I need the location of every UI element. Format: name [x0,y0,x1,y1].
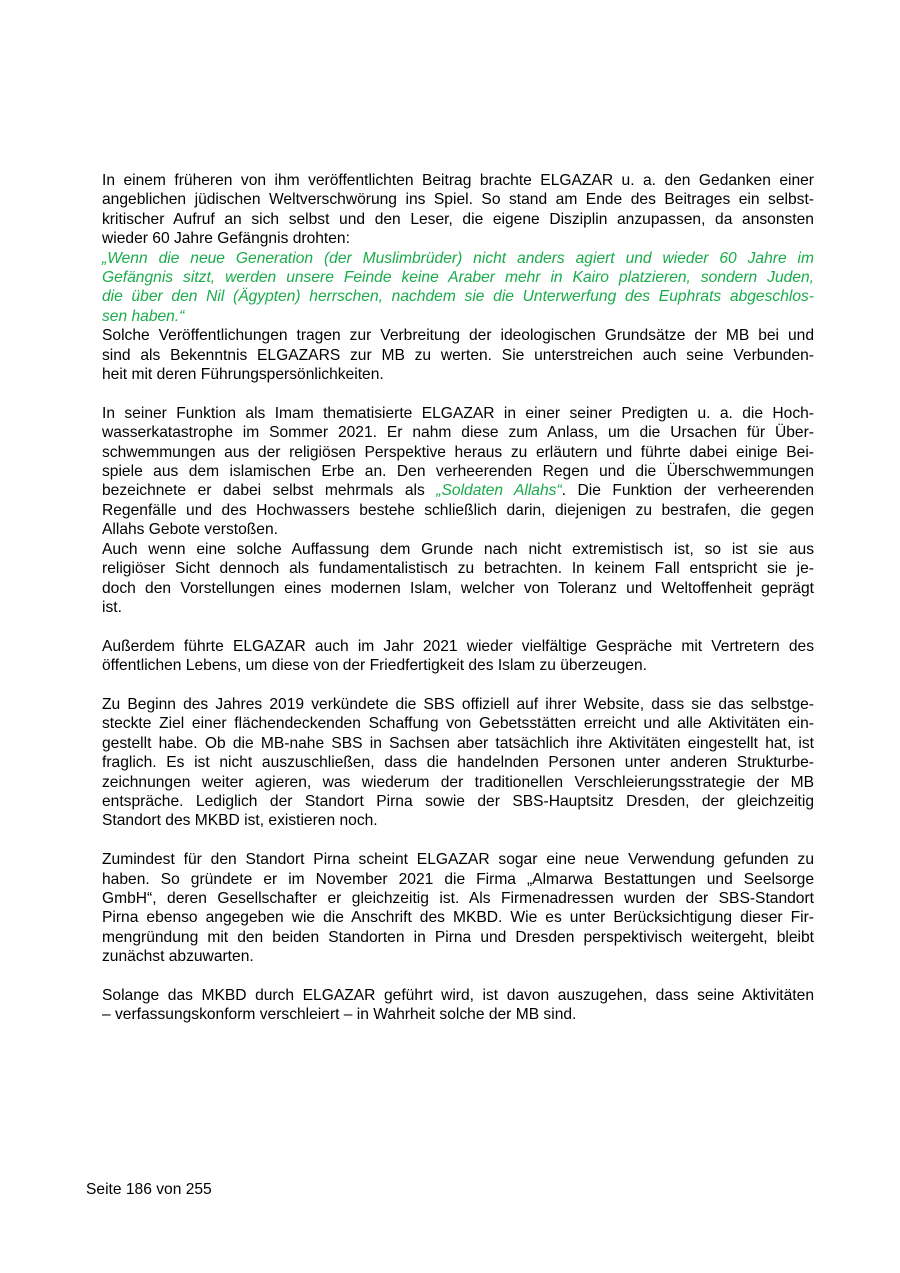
text-line: haben. So gründete er im November 2021 die Firma „Almarwa Bestattungen und Seelsorge [102,870,814,888]
document-body [102,171,814,1044]
text-line: Solange das MKBD durch ELGAZAR geführt wird, ist davon auszugehen, dass seine Aktivitäten [102,986,814,1004]
paragraph-conclusion [102,986,814,1025]
text-line: fraglich. Es ist nicht auszuschließen, dass die handelnden Personen unter anderen Strukturbe- [102,754,814,772]
text-line: öffentlichen Lebens, um diese von der Friedfertigkeit des Islam zu überzeugen. [102,657,647,675]
text-line: Solche Veröffentlichungen tragen zur Verbreitung der ideologischen Grundsätze der MB bei und [102,327,814,345]
text-line: Zu Beginn des Jahres 2019 verkündete die SBS offiziell auf ihrer Website, dass sie das selbstge- [102,695,814,713]
page-number-footer: Seite 186 von 255 [86,1181,212,1198]
text-line: wasserkatastrophe im Sommer 2021. Er nahm diese zum Anlass, um die Ursachen für Über- [102,424,814,442]
text-line: Pirna ebenso angegeben wie die Anschrift des MKBD. Wie es unter Berücksichtigung dieser Fir- [102,909,814,927]
quote-line: „Wenn die neue Generation (der Muslimbrüder) nicht anders agiert und wieder 60 Jahre im [102,249,814,267]
text-line: wieder 60 Jahre Gefängnis drohten: [102,230,350,248]
text-line: schwemmungen aus der religiösen Perspektive heraus zu erläutern und führte dabei einige Bei- [102,443,814,461]
quote-line: die über den Nil (Ägypten) herrschen, nachdem sie die Unterwerfung des Euphrats abgeschlos- [102,288,814,306]
text-line: Auch wenn eine solche Auffassung dem Grunde nach nicht extremistisch ist, so ist sie aus [102,540,814,558]
text-line: heit mit deren Führungspersönlichkeiten. [102,366,384,384]
inline-suffix: . Die Funktion der verheerenden [561,482,815,500]
text-line: Standort des MKBD ist, existieren noch. [102,812,378,830]
text-line: Regenfälle und des Hochwassers bestehe schließlich darin, diejenigen zu bestrafen, die gegen [102,501,814,519]
text-line: angeblichen jüdischen Weltverschwörung ins Spiel. So stand am Ende des Beitrages ein selbst- [102,191,814,209]
inline-prefix: bezeichnete er dabei selbst mehrmals als [102,482,437,500]
paragraph-elgazar-article [102,171,814,384]
text-line: Außerdem führte ELGAZAR auch im Jahr 2021 wieder vielfältige Gespräche mit Vertretern des [102,637,814,655]
text-line: entspräche. Lediglich der Standort Pirna sowie der SBS-Hauptsitz Dresden, der gleichzeitig [102,792,814,810]
paragraph-sbs-2019 [102,695,814,831]
paragraph-flood-sermon [102,404,814,617]
quote-line: Gefängnis sitzt, werden unsere Feinde keine Araber mehr in Kairo platzieren, sondern Juden, [102,269,814,287]
text-line-with-quote [102,481,814,500]
paragraph-dialogues [102,637,814,676]
text-line: sind als Bekenntnis ELGAZARS zur MB zu werten. Sie unterstreichen auch seine Verbunden- [102,346,814,364]
text-line: gestellt habe. Ob die MB-nahe SBS in Sachsen aber tatsächlich ihre Aktivitäten eingestellt hat, ist [102,734,814,752]
text-line: In einem früheren von ihm veröffentlichten Beitrag brachte ELGAZAR u. a. den Gedanken einer [102,172,814,189]
text-line: GmbH“, deren Gesellschafter er gleichzeitig ist. Als Firmenadressen wurden der SBS-Standort [102,889,814,907]
text-line: Zumindest für den Standort Pirna scheint ELGAZAR sogar eine neue Verwendung gefunden zu [102,851,814,869]
text-line: steckte Ziel einer flächendeckenden Schaffung von Gebetsstätten erreicht und alle Aktivitäten ein- [102,715,814,733]
text-line: kritischer Aufruf an sich selbst und den Leser, die eigene Disziplin anzupassen, da ansonsten [102,210,814,228]
text-line: doch den Vorstellungen eines modernen Islam, welcher von Toleranz und Weltoffenheit geprägt [102,579,814,597]
text-line: zunächst abzuwarten. [102,948,254,966]
text-line: spiele aus dem islamischen Erbe an. Den verheerenden Regen und die Überschwemmungen [102,463,814,481]
text-line: religiöser Sicht dennoch als fundamentalistisch zu betrachten. In keinem Fall entspricht sie je- [102,560,814,578]
text-line: ist. [102,598,122,616]
text-line: – verfassungskonform verschleiert – in Wahrheit solche der MB sind. [102,1006,577,1024]
text-line: mengründung mit den beiden Standorten in Pirna und Dresden perspektivisch weitergeht, bleibt [102,928,814,946]
paragraph-pirna-almarwa [102,850,814,966]
text-line: In seiner Funktion als Imam thematisierte ELGAZAR in einer seiner Predigten u. a. die Hoch- [102,404,814,422]
text-line: Allahs Gebote verstoßen. [102,521,278,539]
inline-quote-soldaten-allahs: „Soldaten Allahs“ [436,482,562,500]
quote-line: sen haben.“ [102,307,185,325]
text-line: zeichnungen weiter agieren, was wiederum der traditionellen Verschleierungsstrategie der MB [102,773,814,791]
